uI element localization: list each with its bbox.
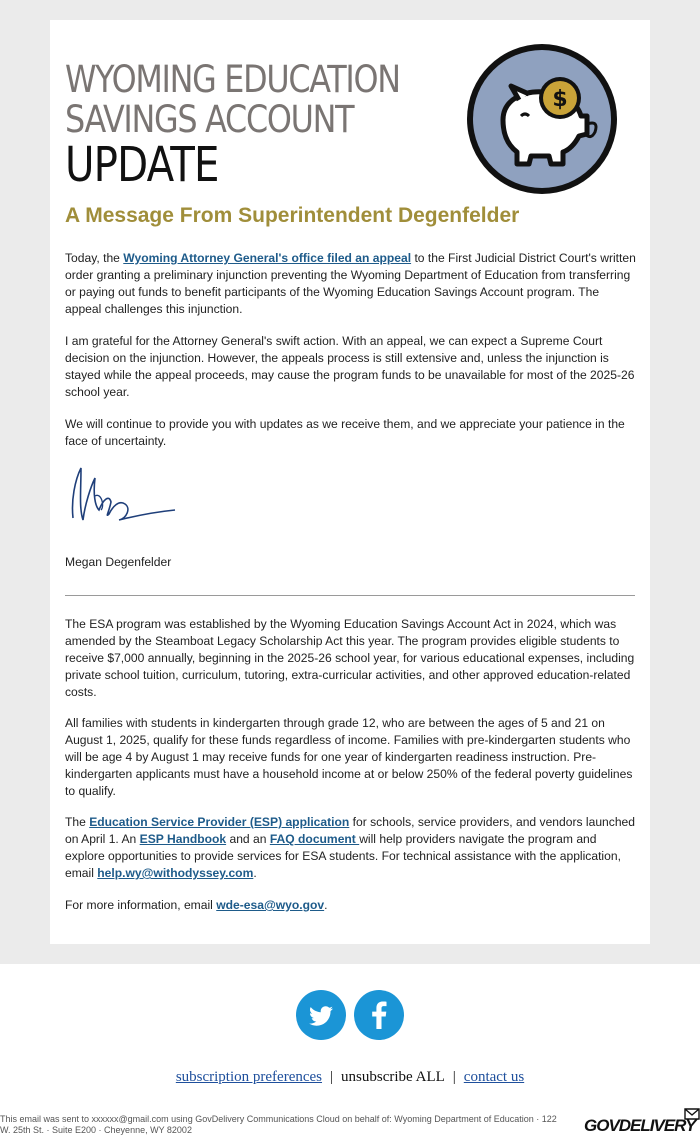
footer-disclaimer: This email was sent to xxxxxx@gmail.com using GovDelivery Communications Cloud on behalf of: Wyoming Department of Education · 122 W. 25th St. · Suite E200 · Cheyenne, WY 82002: [0, 1114, 557, 1135]
paragraph-updates: We will continue to provide you with updates as we receive them, and we appreciate your patience in the face of uncertainty.: [65, 417, 625, 448]
govdelivery-logo: GOVDELIVERY: [584, 1116, 696, 1135]
header-line-1: WYOMING EDUCATION: [65, 58, 400, 101]
footer-links: [0, 1069, 700, 1086]
newsletter-card: [50, 20, 650, 944]
paragraph-more-info: For more information, email wde-esa@wyo.gov.: [65, 898, 328, 912]
twitter-icon: [296, 990, 346, 1040]
header-line-3: UPDATE: [65, 137, 219, 193]
faq-document-link[interactable]: FAQ document: [269, 832, 360, 846]
esp-handbook-link[interactable]: ESP Handbook: [139, 832, 227, 846]
paragraph-appeal: Today, the Wyoming Attorney General's office filed an appeal to the First Judicial District Court's written order granting a preliminary injunction preventing the Wyoming Department of Education from transferring or paying out funds to benefit participants of the Wyoming Education Savings Account program. The appeal challenges this injunction.: [65, 251, 636, 316]
esp-application-link[interactable]: Education Service Provider (ESP) application: [89, 815, 350, 829]
section-divider: [65, 595, 635, 596]
footer-separator: |: [452, 1069, 456, 1085]
odyssey-email-link[interactable]: help.wy@withodyssey.com: [97, 866, 254, 880]
paragraph-eligibility: All families with students in kindergarten through grade 12, who are between the ages of 5 and 21 on August 1, 2025, qualify for these funds regardless of income. Families with pre-kindergarten students who will be age 4 by August 1 may receive funds for one year of kindergarten readiness instruction. Pre-kindergarten applicants must have a household income at or below 250% of the federal poverty guidelines to qualify.: [65, 716, 633, 798]
paragraph-grateful: I am grateful for the Attorney General's swift action. With an appeal, we can expect a Supreme Court decision on the injunction. However, the appeals process is still extensive and, unless the injunction is stayed while the appeal proceeds, may cause the program funds to be unavailable for most of the 2025-26 school year.: [65, 334, 635, 399]
wde-email-link[interactable]: wde-esa@wyo.gov: [216, 898, 325, 912]
signature-name: Megan Degenfelder: [65, 555, 172, 569]
facebook-button[interactable]: [354, 990, 404, 1040]
unsubscribe-all-link[interactable]: unsubscribe ALL: [341, 1069, 445, 1085]
svg-text:$: $: [552, 87, 568, 112]
signature-image: [65, 460, 185, 540]
message-title: A Message From Superintendent Degenfelder: [65, 204, 520, 227]
paragraph-esa-program: The ESA program was established by the Wyoming Education Savings Account Act in 2024, which was amended by the Steamboat Legacy Scholarship Act this year. The program provides eligible students to receive $7,000 annually, beginning in the 2025-26 school year, for various educational expenses, including private school tuition, curriculum, tutoring, extra-curricular activities, and other approved education-related costs.: [65, 617, 635, 699]
header-line-2: SAVINGS ACCOUNT: [65, 98, 354, 141]
facebook-icon: [354, 990, 404, 1040]
envelope-icon: [684, 1108, 700, 1120]
piggy-bank-icon: [465, 42, 619, 196]
subscription-preferences-link[interactable]: subscription preferences: [175, 1069, 323, 1085]
footer-separator: |: [330, 1069, 334, 1085]
ag-appeal-link[interactable]: Wyoming Attorney General's office filed an appeal: [123, 251, 412, 265]
paragraph-esp: The Education Service Provider (ESP) application for schools, service providers, and vendors launched on April 1. An ESP Handbook and an FAQ document will help providers navigate the program and explore opportunities to provide services for ESA students. For technical assistance with the application, email help.wy@withodyssey.com.: [65, 815, 635, 880]
twitter-button[interactable]: [296, 990, 346, 1040]
newsletter-header: [65, 58, 454, 193]
contact-us-link[interactable]: contact us: [463, 1069, 525, 1085]
